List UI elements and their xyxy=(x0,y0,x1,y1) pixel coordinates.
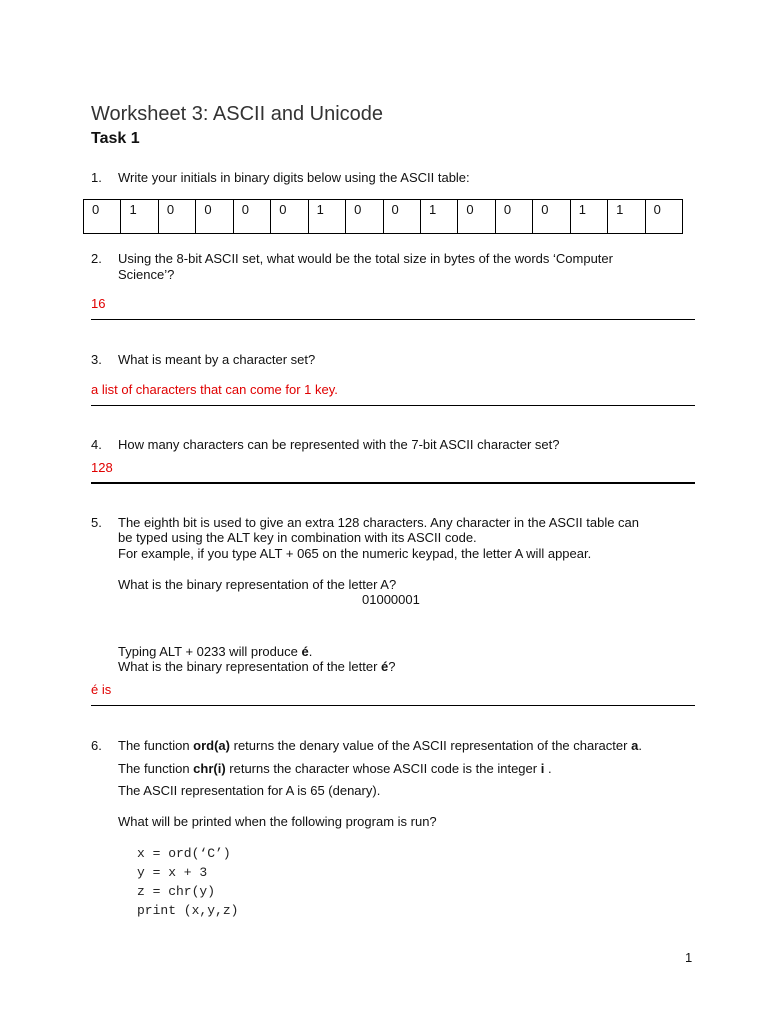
q3-text: What is meant by a character set? xyxy=(118,352,316,367)
q5-typing-suffix: . xyxy=(308,644,313,659)
binary-cell: 0 xyxy=(533,200,570,234)
binary-cell: 0 xyxy=(458,200,495,234)
q4-text: How many characters can be represented with the 7-bit ASCII character set? xyxy=(118,437,560,452)
q5-answer-a: 01000001 xyxy=(362,592,420,607)
binary-cell: 1 xyxy=(570,200,607,234)
q6-line1-mid: returns the denary value of the ASCII representation of the character xyxy=(230,738,632,753)
q5-typing-char: é xyxy=(301,644,309,659)
binary-cell: 1 xyxy=(121,200,158,234)
q5-question-e xyxy=(118,659,396,675)
q6-line2-pre: The function xyxy=(118,761,194,776)
q4-answer: 128 xyxy=(91,460,113,475)
q5-line3: For example, if you type ALT + 065 on the numeric keypad, the letter A will appear. xyxy=(118,546,592,561)
code-block xyxy=(137,844,238,920)
binary-cell: 1 xyxy=(308,200,345,234)
q6-line2 xyxy=(118,761,552,777)
binary-cell: 0 xyxy=(196,200,233,234)
binary-cell: 0 xyxy=(233,200,270,234)
q5-line2: be typed using the ALT key in combination with its ASCII code. xyxy=(118,530,477,545)
binary-cell: 1 xyxy=(608,200,645,234)
answer-line-q5 xyxy=(91,705,695,706)
binary-cell: 0 xyxy=(84,200,121,234)
binary-cell: 1 xyxy=(420,200,457,234)
q2-number: 2. xyxy=(91,251,102,266)
q5-question-e-suffix: ? xyxy=(388,659,396,674)
q2-text-line2: Science’? xyxy=(118,267,175,282)
binary-cell: 0 xyxy=(158,200,195,234)
q6-line1-pre: The function xyxy=(118,738,194,753)
q5-typing-line xyxy=(118,644,312,660)
q5-typing-prefix: Typing ALT + 0233 will produce xyxy=(118,644,302,659)
q5-question-e-char: é xyxy=(381,659,389,674)
q2-answer: 16 xyxy=(91,296,106,311)
code-line: x = ord(‘C’) xyxy=(137,846,231,861)
answer-line-q2 xyxy=(91,319,695,320)
binary-cell: 0 xyxy=(271,200,308,234)
q4-number: 4. xyxy=(91,437,102,452)
binary-grid xyxy=(83,199,683,234)
page-title: Worksheet 3: ASCII and Unicode xyxy=(91,103,384,125)
q6-line4: What will be printed when the following program is run? xyxy=(118,814,437,829)
q6-ord-function: ord(a) xyxy=(193,738,230,753)
q5-question-a: What is the binary representation of the letter A? xyxy=(118,577,397,592)
code-line: print (x,y,z) xyxy=(137,903,239,918)
q6-number: 6. xyxy=(91,738,102,753)
q6-line2-mid: returns the character whose ASCII code is the integer xyxy=(225,761,541,776)
q5-answer-e: é is xyxy=(91,682,112,697)
code-line: z = chr(y) xyxy=(137,884,216,899)
q5-number: 5. xyxy=(91,515,102,530)
answer-line-q3 xyxy=(91,405,695,406)
q1-number: 1. xyxy=(91,170,102,185)
code-line: y = x + 3 xyxy=(137,865,208,880)
task-heading: Task 1 xyxy=(91,130,140,147)
q2-text-line1: Using the 8-bit ASCII set, what would be the total size in bytes of the words ‘Computer xyxy=(118,251,613,266)
binary-cell: 0 xyxy=(383,200,420,234)
q5-question-e-prefix: What is the binary representation of the letter xyxy=(118,659,382,674)
binary-cell: 0 xyxy=(495,200,532,234)
binary-cell: 0 xyxy=(346,200,383,234)
page-number: 1 xyxy=(685,950,693,965)
q6-line2-end: . xyxy=(544,761,552,776)
q6-int-i: i xyxy=(540,761,545,776)
binary-cell: 0 xyxy=(645,200,682,234)
q1-text: Write your initials in binary digits below using the ASCII table: xyxy=(118,170,470,185)
q6-line1-end: . xyxy=(638,738,642,753)
q3-number: 3. xyxy=(91,352,102,367)
q6-chr-function: chr(i) xyxy=(193,761,226,776)
q6-line1 xyxy=(118,738,642,754)
q6-line3: The ASCII representation for A is 65 (denary). xyxy=(118,783,381,798)
q3-answer: a list of characters that can come for 1 key. xyxy=(91,382,338,397)
binary-grid-row xyxy=(84,200,683,234)
q5-line1: The eighth bit is used to give an extra 128 characters. Any character in the ASCII table can xyxy=(118,515,640,530)
q6-char-a: a xyxy=(631,738,639,753)
answer-line-q4 xyxy=(91,482,695,484)
